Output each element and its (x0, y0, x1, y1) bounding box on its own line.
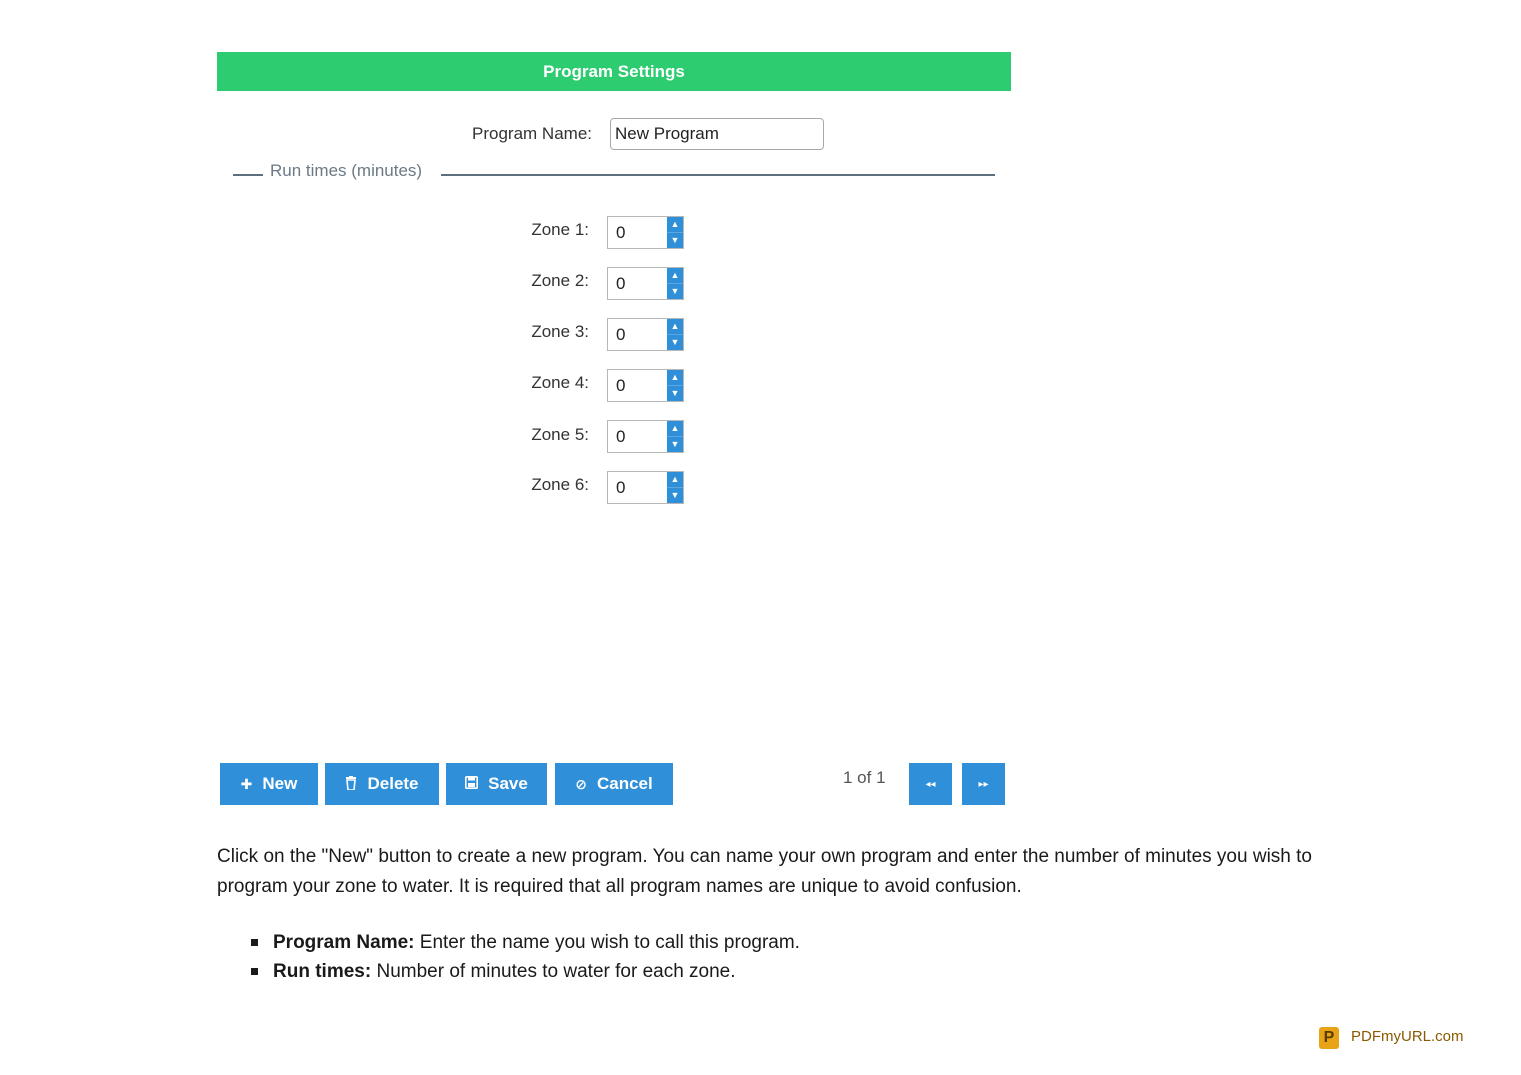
zone-6-input[interactable] (608, 472, 667, 503)
save-button[interactable] (446, 763, 547, 805)
zone-6-label: Zone 6: (531, 475, 589, 494)
description-list (217, 928, 800, 986)
zone-1-stepper[interactable] (607, 216, 684, 249)
chevron-up-icon[interactable]: ▲ (667, 217, 683, 233)
brand-link[interactable]: PDFmyURL.com (1351, 1028, 1464, 1045)
program-name-input[interactable] (610, 118, 824, 150)
description-paragraph: Click on the "New" button to create a new program. You can name your own program and enter the number of minutes you wish to program your zone to water. It is required that all program names are unique to avoid confusion. (217, 846, 1312, 897)
chevron-down-icon[interactable]: ▼ (670, 337, 680, 347)
chevron-up-icon[interactable]: ▲ (667, 370, 683, 386)
zone-3-input[interactable] (608, 319, 667, 350)
cancel-button-label: Cancel (596, 774, 653, 793)
zone-4-stepper[interactable] (607, 369, 684, 402)
zone-1-label: Zone 1: (531, 220, 589, 239)
delete-button-label: Delete (367, 774, 419, 793)
run-times-legend: Run times (minutes) (270, 161, 423, 180)
last-page-button[interactable] (962, 763, 1005, 805)
zone-1-input[interactable] (608, 217, 667, 248)
zone-5-label: Zone 5: (531, 425, 589, 444)
list-item (273, 957, 800, 986)
list-item (273, 928, 800, 957)
list-item-text: Number of minutes to water for each zone. (371, 961, 736, 982)
list-item-text: Enter the name you wish to call this program. (414, 932, 800, 953)
page-title: Program Settings (217, 52, 1011, 91)
plus-icon: ✚ (240, 775, 253, 792)
zone-6-stepper[interactable] (607, 471, 684, 504)
zone-2-input[interactable] (608, 268, 667, 299)
chevron-down-icon[interactable]: ▼ (670, 439, 680, 449)
program-name-label: Program Name: (472, 124, 592, 143)
floppy-icon (465, 776, 478, 792)
fieldset-divider-left (233, 174, 263, 176)
chevron-down-icon[interactable]: ▼ (670, 235, 680, 245)
delete-button[interactable] (325, 763, 439, 805)
zone-3-label: Zone 3: (531, 322, 589, 341)
page-indicator: 1 of 1 (843, 768, 886, 787)
chevron-down-icon[interactable]: ▼ (670, 286, 680, 296)
chevron-up-icon[interactable]: ▲ (667, 472, 683, 488)
save-button-label: Save (488, 774, 528, 793)
double-chevron-right-icon: ▸▸ (978, 778, 989, 790)
list-item-term: Run times: (273, 961, 372, 982)
new-button-label: New (262, 774, 298, 793)
list-item-term: Program Name: (273, 932, 415, 953)
chevron-up-icon[interactable]: ▲ (667, 268, 683, 284)
zone-5-stepper[interactable] (607, 420, 684, 453)
zone-5-input[interactable] (608, 421, 667, 452)
chevron-down-icon[interactable]: ▼ (670, 490, 680, 500)
ban-icon: ⊘ (575, 775, 587, 792)
new-button[interactable] (220, 763, 318, 805)
zone-4-label: Zone 4: (531, 373, 589, 392)
zone-2-label: Zone 2: (531, 271, 589, 290)
trash-icon (345, 776, 357, 793)
pdfmyurl-logo-icon: P (1319, 1027, 1339, 1049)
chevron-up-icon[interactable]: ▲ (667, 319, 683, 335)
cancel-button[interactable] (555, 763, 673, 805)
chevron-down-icon[interactable]: ▼ (670, 388, 680, 398)
first-page-button[interactable] (909, 763, 952, 805)
chevron-up-icon[interactable]: ▲ (667, 421, 683, 437)
zone-3-stepper[interactable] (607, 318, 684, 351)
double-chevron-left-icon: ◂◂ (925, 778, 936, 790)
fieldset-divider-right (441, 174, 995, 176)
zone-4-input[interactable] (608, 370, 667, 401)
zone-2-stepper[interactable] (607, 267, 684, 300)
